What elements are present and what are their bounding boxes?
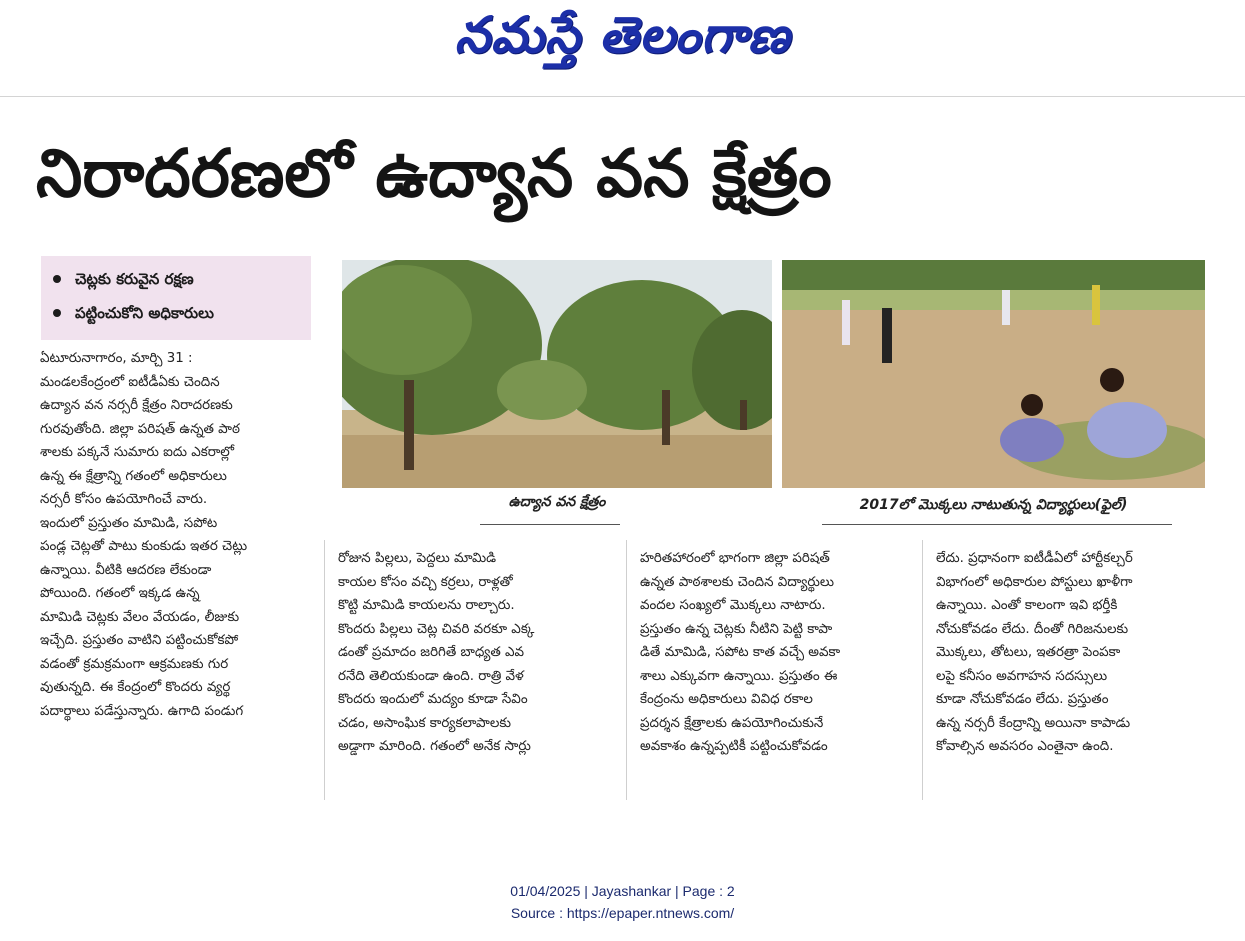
text-line: ఉన్నత పాఠశాలకు చెందిన విద్యార్థులు [640,574,835,590]
text-line: లేదు. ప్రధానంగా ఐటీడీఏలో హార్టీకల్చర్ [936,551,1133,566]
text-line: ఇందులో ప్రస్తుతం మామిడి, సపోట [40,515,218,531]
column-divider [626,540,627,800]
bullet-icon [53,275,61,283]
masthead [0,6,1245,77]
text-line: కొందరు ఇందులో మద్యం కూడా సేవిం [338,692,528,707]
caption-rule [822,524,1172,525]
right-photo-caption: 2017లో మొక్కలు నాటుతున్న విద్యార్థులు(ఫైల్) [859,497,1128,513]
text-line: మొక్కలు, తోటలు, ఇతరత్రా పెంపకా [936,645,1121,660]
highlight-text: పట్టించుకోని అధికారులు [75,304,214,322]
text-line: నోచుకోవడం లేదు. దీంతో గిరిజనులకు [936,621,1129,637]
text-line: కొందరు పిల్లలు చెట్ల చివరి వరకూ ఎక్క [338,621,535,637]
text-line: శాలకు పక్కనే సుమారు ఐదు ఎకరాల్లో [40,445,235,460]
text-line: వడంతో క్రమక్రమంగా ఆక్రమణకు గుర [40,656,229,672]
orchard-photo [342,260,772,488]
text-line: ప్రదర్శన క్షేత్రాలకు ఉపయోగించుకునే [640,715,824,731]
text-line: లపై కనీసం అవగాహన సదస్సులు [936,668,1108,684]
text-line: ప్రస్తుతం ఉన్న చెట్లకు నీటిని పెట్టి కాపా [640,621,833,637]
text-line: పదార్థాలు పడేస్తున్నారు. ఉగాది పండుగ [40,703,244,719]
article-column-3 [640,547,840,759]
text-line: ఉన్నాయి. ఎంతో కాలంగా ఇవి భర్తీకి [936,598,1118,613]
text-line: డంతో ప్రమాదం జరిగితే బాధ్యత ఎవ [338,645,525,660]
top-divider [0,96,1245,97]
text-line: ఉద్యాన వన నర్సరీ క్షేత్రం నిరాదరణకు [40,398,233,413]
footer-edition-info: 01/04/2025 | Jayashankar | Page : 2 [510,883,735,899]
students-photo [782,260,1205,488]
column-divider [324,540,325,800]
text-line: నర్సరీ కోసం ఉపయోగించే వారు. [40,492,208,507]
text-line: ఇచ్చేది. ప్రస్తుతం వాటిని పట్టించుకోకపో [40,633,239,648]
text-line: మామిడి చెట్లకు వేలం వేయడం, లీజుకు [40,609,240,625]
text-line: మండలకేంద్రంలో ఐటీడీఏకు చెందిన [40,374,220,390]
text-line: వందల సంఖ్యలో మొక్కలు నాటారు. [640,598,826,613]
text-line: డితే మామిడి, సపోట కాత వచ్చే అవకా [640,645,841,660]
highlights-box [41,256,311,340]
text-line: కూడా నోచుకోవడం లేదు. ప్రస్తుతం [936,692,1109,707]
text-line: కాయల కోసం వచ్చి కర్రలు, రాళ్లతో [338,574,513,590]
text-line: కోవాల్సిన అవసరం ఎంతైనా ఉంది. [936,739,1114,754]
text-line: అడ్డాగా మారింది. గతంలో అనేక సార్లు [338,739,531,754]
newspaper-logo: నమస్తే తెలంగాణ [454,6,791,64]
highlight-item [53,262,311,296]
text-line: రనేది తెలియకుండా ఉంది. రాత్రి వేళ [338,668,524,684]
text-line: ఉన్న ఈ క్షేత్రాన్ని గతంలో అధికారులు [40,468,227,484]
text-line: శాలు ఎక్కువగా ఉన్నాయి. ప్రస్తుతం ఈ [640,668,838,684]
text-line: పండ్ల చెట్లతో పాటు కుంకుడు ఇతర చెట్లు [40,539,248,554]
text-line: హరితహారంలో భాగంగా జిల్లా పరిషత్ [640,551,830,566]
text-line: ఉన్న నర్సరీ కేంద్రాన్ని అయినా కాపాడు [936,715,1131,731]
text-line: గురవుతోంది. జిల్లా పరిషత్ ఉన్నత పాఠ [40,421,240,437]
article-column-4 [936,547,1133,759]
text-line: కేంద్రంను అధికారులు వివిధ రకాల [640,692,813,707]
left-photo-caption: ఉద్యాన వన క్షేత్రం [508,494,606,510]
article-column-2 [338,547,534,759]
caption-rule [480,524,620,525]
headline: నిరాదరణలో ఉద్యాన వన క్షేత్రం [36,135,832,212]
text-line: వుతున్నది. ఈ కేంద్రంలో కొందరు వ్యర్థ [40,680,231,695]
bullet-icon [53,309,61,317]
column-divider [922,540,923,800]
highlight-text: చెట్లకు కరువైన రక్షణ [75,270,194,288]
text-line: కొట్టి మామిడి కాయలను రాల్చారు. [338,598,515,613]
text-line: ఉన్నాయి. వీటికి ఆదరణ లేకుండా [40,562,212,578]
footer-source-link[interactable]: Source : https://epaper.ntnews.com/ [510,905,735,921]
text-line: పోయింది. గతంలో ఇక్కడ ఉన్న [40,586,200,601]
highlight-item [53,296,311,330]
text-line: రోజున పిల్లలు, పెద్దలు మామిడి [338,551,497,566]
text-line: అవకాశం ఉన్నప్పటికీ పట్టించుకోవడం [640,739,828,754]
article-column-1 [40,347,247,723]
text-line: చడం, అసాంఘిక కార్యకలాపాలకు [338,715,511,731]
text-line: విభాగంలో అధికారుల పోస్టులు ఖాళీగా [936,574,1133,590]
footer [0,880,1245,924]
text-line: ఏటూరునాగారం, మార్చి 31 : [40,351,193,366]
